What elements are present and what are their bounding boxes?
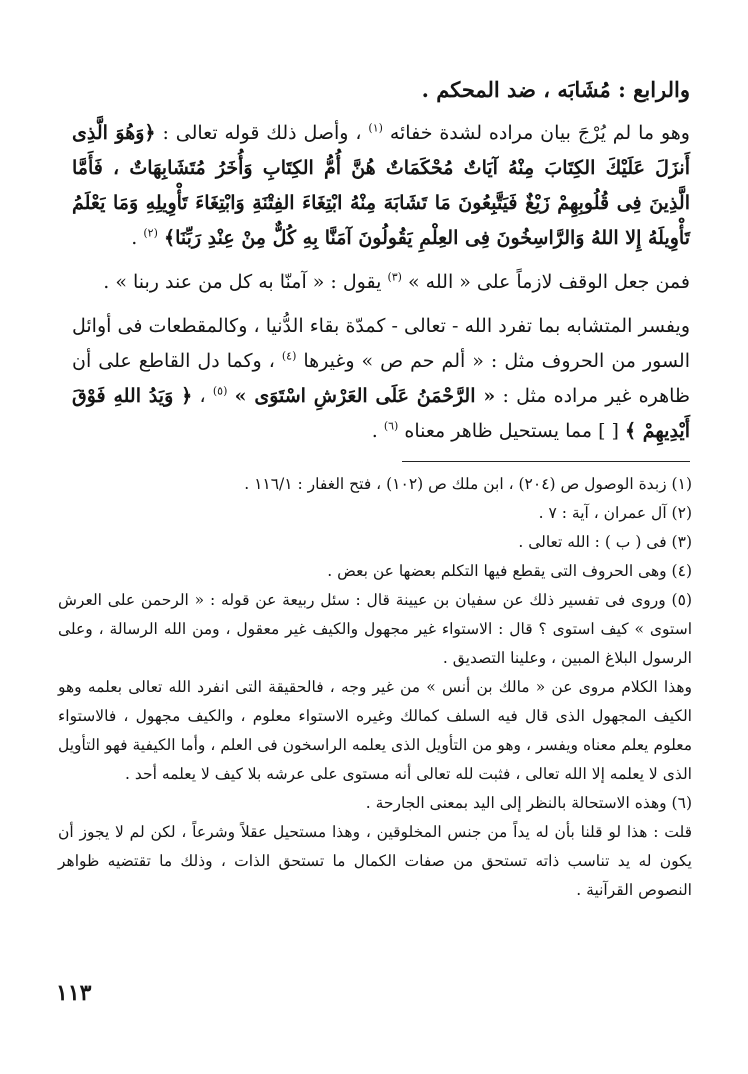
quran-quote: « الرَّحْمَنُ عَلَى العَرْشِ اسْتَوَى » xyxy=(234,385,496,407)
footnote-6-continued: قلت : هذا لو قلنا بأن له يداً من جنس المخلوقين ، وهذا مستحيل عقلاً وشرعاً ، لكن لم لا يجوز أن يكون له يد تناسب ذاته تستحق من صفات الكمال ما تستحق الذات ، وذلك ما تقتضيه ظواهر النصوص القرآنية . xyxy=(58,823,692,899)
paragraph-3 xyxy=(72,309,690,449)
footnote-4: (٤) وهى الحروف التى يقطع فيها التكلم بعضها عن بعض . xyxy=(327,562,692,580)
footnote-6: (٦) وهذه الاستحالة بالنظر إلى اليد بمعنى الجارحة . xyxy=(365,794,692,812)
paragraph-2-text-1: فمن جعل الوقف لازماً على « الله » xyxy=(408,271,690,293)
paragraph-1-intro: وهو ما لم يُرْجَ بيان مراده لشدة خفائه xyxy=(389,122,690,144)
footnote-5: (٥) وروى فى تفسير ذلك عن سفيان بن عيينة قال : سئل ربيعة عن قوله : « الرحمن على العرش استوى » كيف استوى ؟ قال : الاستواء غير مجهول والكيف غير معقول ، ومن الله الرسالة ، وعلى الرسول البلاغ المبين ، وعلينا التصديق . xyxy=(58,591,692,667)
paragraph-1 xyxy=(72,116,690,256)
footnote-5-continued: وهذا الكلام مروى عن « مالك بن أنس » من غير وجه ، فالحقيقة التى انفرد الله تعالى بعلمه وهو الكيف المجهول الذى قال فيه السلف كمالك وغيره الاستواء معلوم ، والكيف مجهول ، فالاستواء معلوم يعلم معناه ويفسر ، وهو من التأويل الذى يعلمه الراسخون فى العلم ، وأما الكيفية فهو التأويل الذى لا يعلمه إلا الله تعالى ، فثبت لله تعالى أنه مستوى على عرشه بلا كيف لا يعلمه أحد . xyxy=(58,678,692,783)
footnote-ref-5: (٥) xyxy=(212,384,228,398)
section-heading: والرابع : مُشَابَه ، ضد المحكم . xyxy=(421,77,690,102)
footnotes xyxy=(58,470,692,905)
footnote-ref-1: (١) xyxy=(368,121,383,135)
empty-bracket: [ ] xyxy=(598,420,619,442)
paragraph-1-end: . xyxy=(131,227,138,249)
quran-verse-1: ﴿وَهُوَ الَّذِى أَنزَلَ عَلَيْكَ الكِتَابَ مِنْهُ آيَاتٌ مُحْكَمَاتٌ هُنَّ أُمُّ الكِتَابِ وَأُخَرُ مُتَشَابِهَاتٌ ، فَأَمَّا الَّذِينَ فِى قُلُوبِهِمْ زَيْغٌ فَيَتَّبِعُونَ مَا تَشَابَهَ مِنْهُ ابْتِغَاءَ الفِتْنَةِ وَابْتِغَاءَ تَأْوِيلِهِ وَمَا يَعْلَمُ تَأْوِيلَهُ إِلا اللهُ وَالرَّاسِخُونَ فِى العِلْمِ يَقُولُونَ آمَنَّا بِهِ كُلٌّ مِنْ عِنْدِ رَبِّنَا﴾ xyxy=(72,122,690,249)
footnote-ref-6: (٦) xyxy=(383,419,399,433)
quran-verse-2: ﴿ وَيَدُ اللهِ فَوْقَ أَيْدِيهِمْ ﴾ xyxy=(72,385,690,442)
footnote-1: (١) زبدة الوصول ص (٢٠٤) ، ابن ملك ص (١٠٢) ، فتح الغفار : ١١٦/١ . xyxy=(244,475,692,493)
paragraph-2 xyxy=(72,265,690,300)
paragraph-3-text-4: مما يستحيل ظاهر معناه xyxy=(404,420,593,442)
footnote-ref-3: (٣) xyxy=(387,270,402,284)
footnote-2: (٢) آل عمران ، آية : ٧ . xyxy=(538,504,692,522)
paragraph-3-text-1: ويفسر المتشابه بما تفرد الله - تعالى - كمدّة بقاء الدُّنيا ، وكالمقطعات فى أوائل السور من الحروف مثل : « ألم حم ص » وغيرها xyxy=(72,315,690,372)
main-text xyxy=(72,72,690,458)
paragraph-1-mid: ، وأصل ذلك قوله تعالى : xyxy=(162,122,362,144)
footnote-ref-4: (٤) xyxy=(281,349,297,363)
page-number: ١١٣ xyxy=(56,980,92,1006)
footnote-3: (٣) فى ( ب ) : الله تعالى . xyxy=(518,533,692,551)
paragraph-3-text-2: ، وكما دل القاطع على أن ظاهره غير مراده مثل : xyxy=(72,350,690,407)
paragraph-3-text-3: ، xyxy=(199,385,206,407)
paragraph-2-text-2: يقول : « آمنّا به كل من عند ربنا » . xyxy=(103,271,382,293)
footnote-divider xyxy=(402,461,690,462)
footnote-ref-2: (٢) xyxy=(143,226,158,240)
paragraph-3-end: . xyxy=(371,420,378,442)
